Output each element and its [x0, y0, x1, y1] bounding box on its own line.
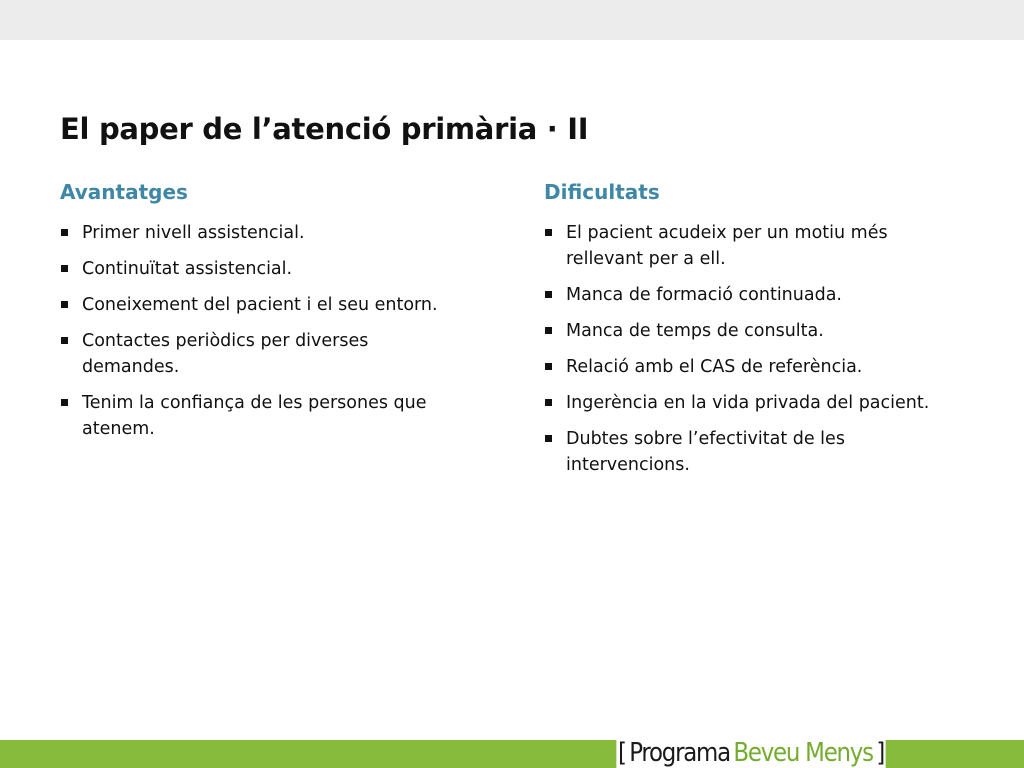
- advantages-list-item: [60, 328, 460, 380]
- difficulties-column: [544, 178, 964, 488]
- square-bullet-icon: [61, 229, 68, 236]
- advantages-column: [60, 178, 460, 452]
- difficulties-list: [544, 220, 964, 478]
- advantages-list-item: [60, 256, 460, 282]
- square-bullet-icon: [61, 301, 68, 308]
- square-bullet-icon: [61, 265, 68, 272]
- difficulties-list-item: [544, 318, 964, 344]
- square-bullet-icon: [545, 291, 552, 298]
- advantages-list-item: [60, 292, 460, 318]
- difficulties-heading: Dificultats: [544, 180, 660, 204]
- square-bullet-icon: [61, 399, 68, 406]
- program-logo: [616, 738, 885, 768]
- advantages-item-text: Continuïtat assistencial.: [82, 259, 293, 279]
- advantages-item-text: Contactes periòdics per diverses demandes.: [82, 331, 369, 377]
- square-bullet-icon: [545, 363, 552, 370]
- logo-text-programa: Programa: [629, 738, 730, 768]
- difficulties-item-text: Dubtes sobre l’efectivitat de les intervencions.: [566, 429, 845, 475]
- difficulties-list-item: [544, 282, 964, 308]
- square-bullet-icon: [545, 327, 552, 334]
- advantages-item-text: Primer nivell assistencial.: [82, 223, 305, 243]
- advantages-list-item: [60, 390, 460, 442]
- top-band: [0, 0, 1024, 40]
- advantages-heading: Avantatges: [60, 180, 188, 204]
- advantages-item-text: Tenim la confiança de les persones que atenem.: [82, 393, 427, 439]
- square-bullet-icon: [545, 435, 552, 442]
- square-bullet-icon: [545, 399, 552, 406]
- difficulties-item-text: Ingerència en la vida privada del pacient.: [566, 393, 930, 413]
- difficulties-item-text: Manca de formació continuada.: [566, 285, 842, 305]
- difficulties-item-text: Relació amb el CAS de referència.: [566, 357, 863, 377]
- difficulties-item-text: Manca de temps de consulta.: [566, 321, 824, 341]
- difficulties-list-item: [544, 426, 964, 478]
- difficulties-list-item: [544, 354, 964, 380]
- advantages-list-item: [60, 220, 460, 246]
- logo-close-bracket: ]: [876, 738, 885, 768]
- advantages-item-text: Coneixement del pacient i el seu entorn.: [82, 295, 438, 315]
- logo-open-bracket: [: [617, 738, 626, 768]
- difficulties-list-item: [544, 220, 964, 272]
- logo-text-beveu-menys: Beveu Menys: [733, 738, 873, 768]
- difficulties-list-item: [544, 390, 964, 416]
- square-bullet-icon: [545, 229, 552, 236]
- square-bullet-icon: [61, 337, 68, 344]
- difficulties-item-text: El pacient acudeix per un motiu més rellevant per a ell.: [566, 223, 888, 269]
- advantages-list: [60, 220, 460, 442]
- slide-title: El paper de l’atenció primària · II: [60, 112, 589, 146]
